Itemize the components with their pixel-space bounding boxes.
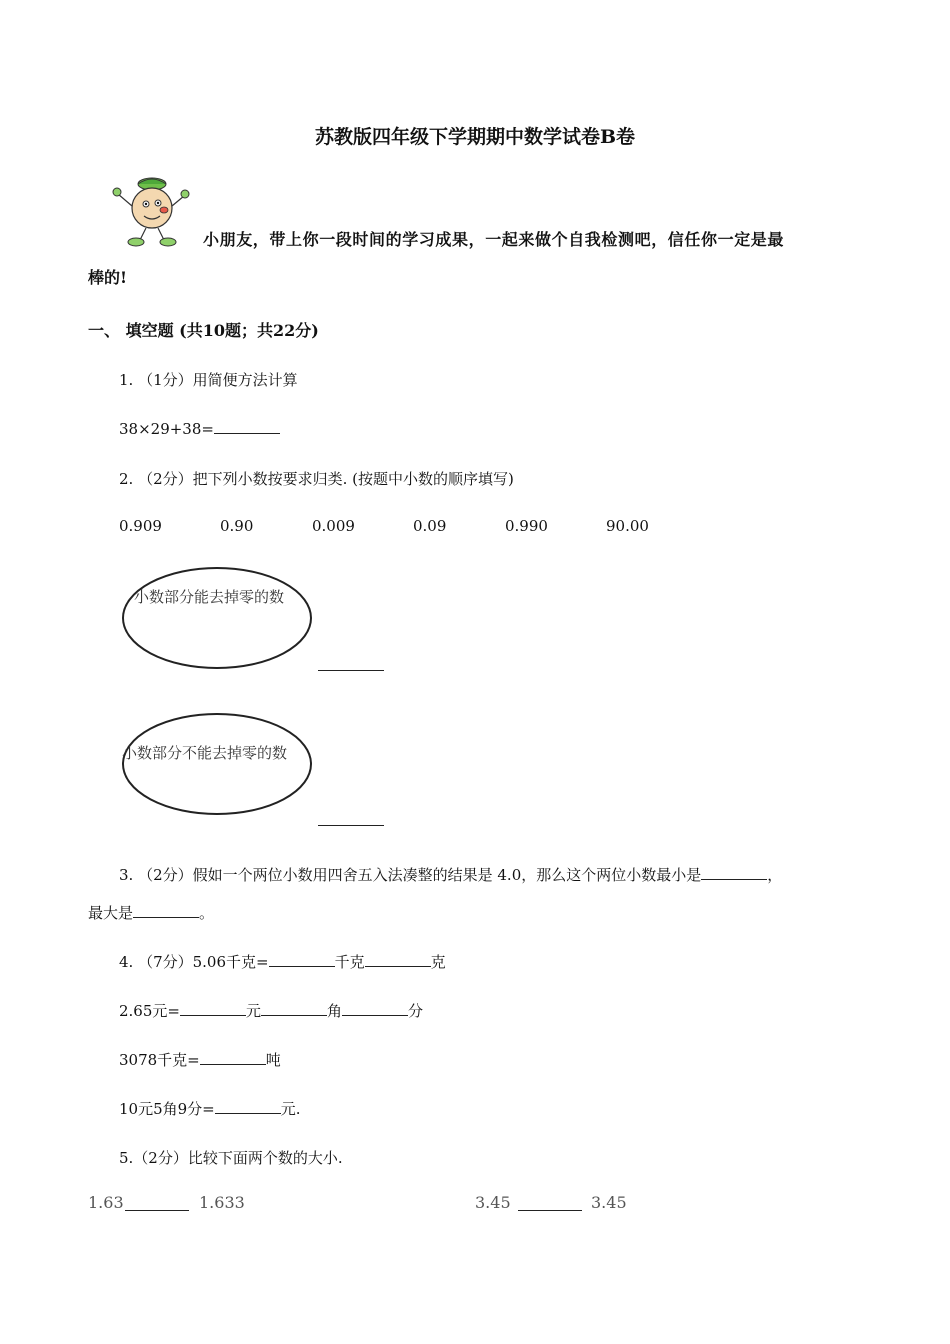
q4-unit-yuan-2: 元. — [280, 1100, 301, 1118]
q4-unit-kg: 千克 — [334, 953, 365, 971]
q4-ton-blank[interactable] — [200, 1050, 266, 1065]
q4-unit-yuan: 元 — [245, 1002, 261, 1020]
q2-answer-blank-2[interactable] — [318, 811, 384, 826]
q4-yuan-label: 2.65元= — [119, 1002, 180, 1020]
q2-number-4: 0.09 — [413, 517, 447, 535]
q2-number-3: 0.009 — [312, 517, 355, 535]
q2-ellipse-1-label: 小数部分能去掉零的数 — [134, 588, 285, 606]
mascot-illustration — [108, 172, 190, 248]
q1-expr-text: 38×29+38= — [119, 420, 214, 438]
q4-kg-to-ton-label: 3078千克= — [119, 1051, 200, 1069]
q5-b-right: 3.45 — [591, 1193, 627, 1212]
q4-fen-blank[interactable] — [342, 1001, 408, 1016]
q4-line-4 — [119, 1098, 301, 1119]
intro-line-1: 小朋友，带上你一段时间的学习成果，一起来做个自我检测吧，信任你一定是最 — [203, 230, 785, 249]
q4-stem: 4. （7分）5.06千克= — [119, 953, 269, 971]
q1-expression — [119, 419, 280, 438]
q3-period: 。 — [199, 904, 215, 922]
q3-max-blank[interactable] — [133, 903, 199, 918]
q4-line-1 — [119, 951, 446, 972]
q5-b-left: 3.45 — [475, 1193, 511, 1212]
intro-line-2: 棒的! — [88, 268, 128, 287]
q4-yuan-blank[interactable] — [180, 1001, 246, 1016]
q2-answer-blank-1[interactable] — [318, 656, 384, 671]
q3-line-1 — [119, 864, 782, 885]
q3-stem: 3. （2分）假如一个两位小数用四舍五入法凑整的结果是 4.0，那么这个两位小数最小是 — [119, 866, 702, 884]
q2-number-6: 90.00 — [606, 517, 649, 535]
q4-kg-blank[interactable] — [269, 952, 335, 967]
q4-line-2 — [119, 1000, 423, 1021]
q1-answer-blank[interactable] — [214, 419, 280, 434]
q5-b-blank[interactable] — [518, 1196, 582, 1211]
page-title: 苏教版四年级下学期期中数学试卷B卷 — [314, 126, 636, 148]
q4-line-3 — [119, 1049, 281, 1070]
q4-unit-g: 克 — [430, 953, 446, 971]
q4-unit-jiao: 角 — [326, 1002, 342, 1020]
q5-a-right: 1.633 — [199, 1193, 245, 1212]
q5-stem: 5.（2分）比较下面两个数的大小. — [119, 1149, 343, 1167]
q2-stem: 2. （2分）把下列小数按要求归类. (按题中小数的顺序填写) — [119, 470, 514, 488]
q2-number-5: 0.990 — [505, 517, 548, 535]
q2-number-2: 0.90 — [220, 517, 254, 535]
section-heading: 一、 填空题 (共10题；共22分) — [88, 321, 319, 340]
q2-ellipse-2-label: 小数部分不能去掉零的数 — [122, 744, 288, 762]
q3-comma: ， — [767, 866, 783, 884]
q4-g-blank[interactable] — [365, 952, 431, 967]
q4-jiao-blank[interactable] — [261, 1001, 327, 1016]
q5-a-left: 1.63 — [88, 1193, 124, 1212]
q3-max-label: 最大是 — [88, 904, 134, 922]
q3-min-blank[interactable] — [701, 865, 767, 880]
q2-ellipse-2 — [120, 711, 314, 817]
q4-unit-fen: 分 — [408, 1002, 424, 1020]
q5-a-blank[interactable] — [125, 1196, 189, 1211]
q3-line-2 — [88, 902, 214, 923]
q2-ellipse-1 — [120, 565, 314, 671]
q1-stem: 1. （1分）用简便方法计算 — [119, 371, 298, 389]
q4-unit-ton: 吨 — [265, 1051, 281, 1069]
q4-money-blank[interactable] — [215, 1099, 281, 1114]
q2-number-1: 0.909 — [119, 517, 162, 535]
q4-money-label: 10元5角9分= — [119, 1100, 215, 1118]
